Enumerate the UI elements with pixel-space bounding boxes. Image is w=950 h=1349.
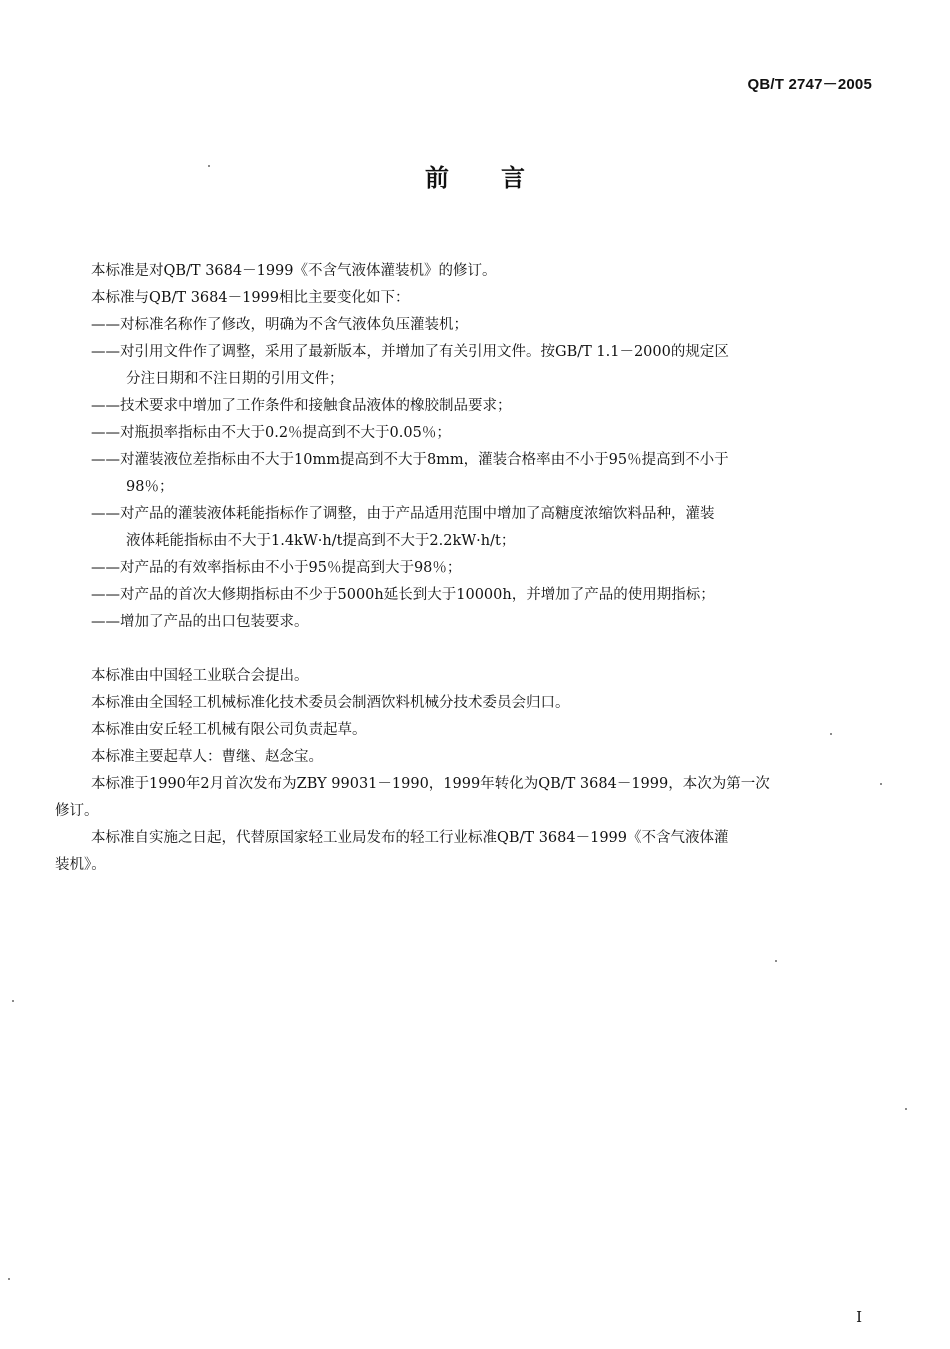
change-item-energy-cont: 液体耗能指标由不大于1.4kW·h/t提高到不大于2.2kW·h/t； (126, 533, 516, 549)
page-title: 前言 (425, 164, 577, 192)
scan-speck (208, 165, 210, 167)
scan-speck (830, 733, 832, 735)
change-item-technical-requirements: ——技术要求中增加了工作条件和接触食品液体的橡胶制品要求； (91, 398, 512, 414)
change-item-references-cont: 分注日期和不注日期的引用文件； (126, 371, 344, 387)
page-number: I (856, 1308, 862, 1326)
scan-speck (905, 1108, 907, 1110)
paragraph-drafted-by: 本标准由安丘轻工机械有限公司负责起草。 (91, 722, 367, 738)
paragraph-history: 本标准于1990年2月首次发布为ZBY 99031－1990，1999年转化为QB/T 3684－1999，本次为第一次 (91, 776, 770, 792)
paragraph-history-cont: 修订。 (55, 803, 99, 819)
change-item-name: ——对标准名称作了修改，明确为不含气液体负压灌装机； (91, 317, 468, 333)
document-body (55, 258, 875, 879)
paragraph-replaces-cont: 装机》。 (55, 857, 106, 873)
scan-speck (8, 1278, 10, 1280)
paragraph-drafters: 本标准主要起草人：曹继、赵念宝。 (91, 749, 323, 765)
paragraph-proposed-by: 本标准由中国轻工业联合会提出。 (91, 668, 309, 684)
paragraph-main-changes: 本标准与QB/T 3684－1999相比主要变化如下： (91, 290, 410, 306)
change-item-references: ——对引用文件作了调整，采用了最新版本，并增加了有关引用文件。按GB/T 1.1－2000的规定区 (91, 344, 729, 360)
scan-speck (775, 960, 777, 962)
change-item-fill-level-cont: 98％； (126, 479, 174, 495)
change-item-energy: ——对产品的灌装液体耗能指标作了调整，由于产品适用范围中增加了高糖度浓缩饮料品种，灌装 (91, 506, 715, 522)
paragraph-replaces: 本标准自实施之日起，代替原国家轻工业局发布的轻工行业标准QB/T 3684－1999《不含气液体灌 (91, 830, 729, 846)
paragraph-revision-of: 本标准是对QB/T 3684－1999《不含气液体灌装机》的修订。 (91, 263, 497, 279)
change-item-efficiency: ——对产品的有效率指标由不小于95％提高到大于98％； (91, 560, 462, 576)
change-item-overhaul: ——对产品的首次大修期指标由不少于5000h延长到大于10000h，并增加了产品的使用期指标； (91, 587, 715, 603)
standard-code: QB/T 2747－2005 (747, 76, 872, 93)
paragraph-under-jurisdiction: 本标准由全国轻工机械标准化技术委员会制酒饮料机械分技术委员会归口。 (91, 695, 570, 711)
paragraph-gap (55, 636, 875, 663)
change-item-export-packaging: ——增加了产品的出口包装要求。 (91, 614, 309, 630)
change-item-breakage-rate: ——对瓶损率指标由不大于0.2％提高到不大于0.05％； (91, 425, 451, 441)
scan-speck (880, 783, 882, 785)
scan-speck (12, 1000, 14, 1002)
change-item-fill-level: ——对灌装液位差指标由不大于10mm提高到不大于8mm，灌装合格率由不小于95％提高到不小于 (91, 452, 729, 468)
